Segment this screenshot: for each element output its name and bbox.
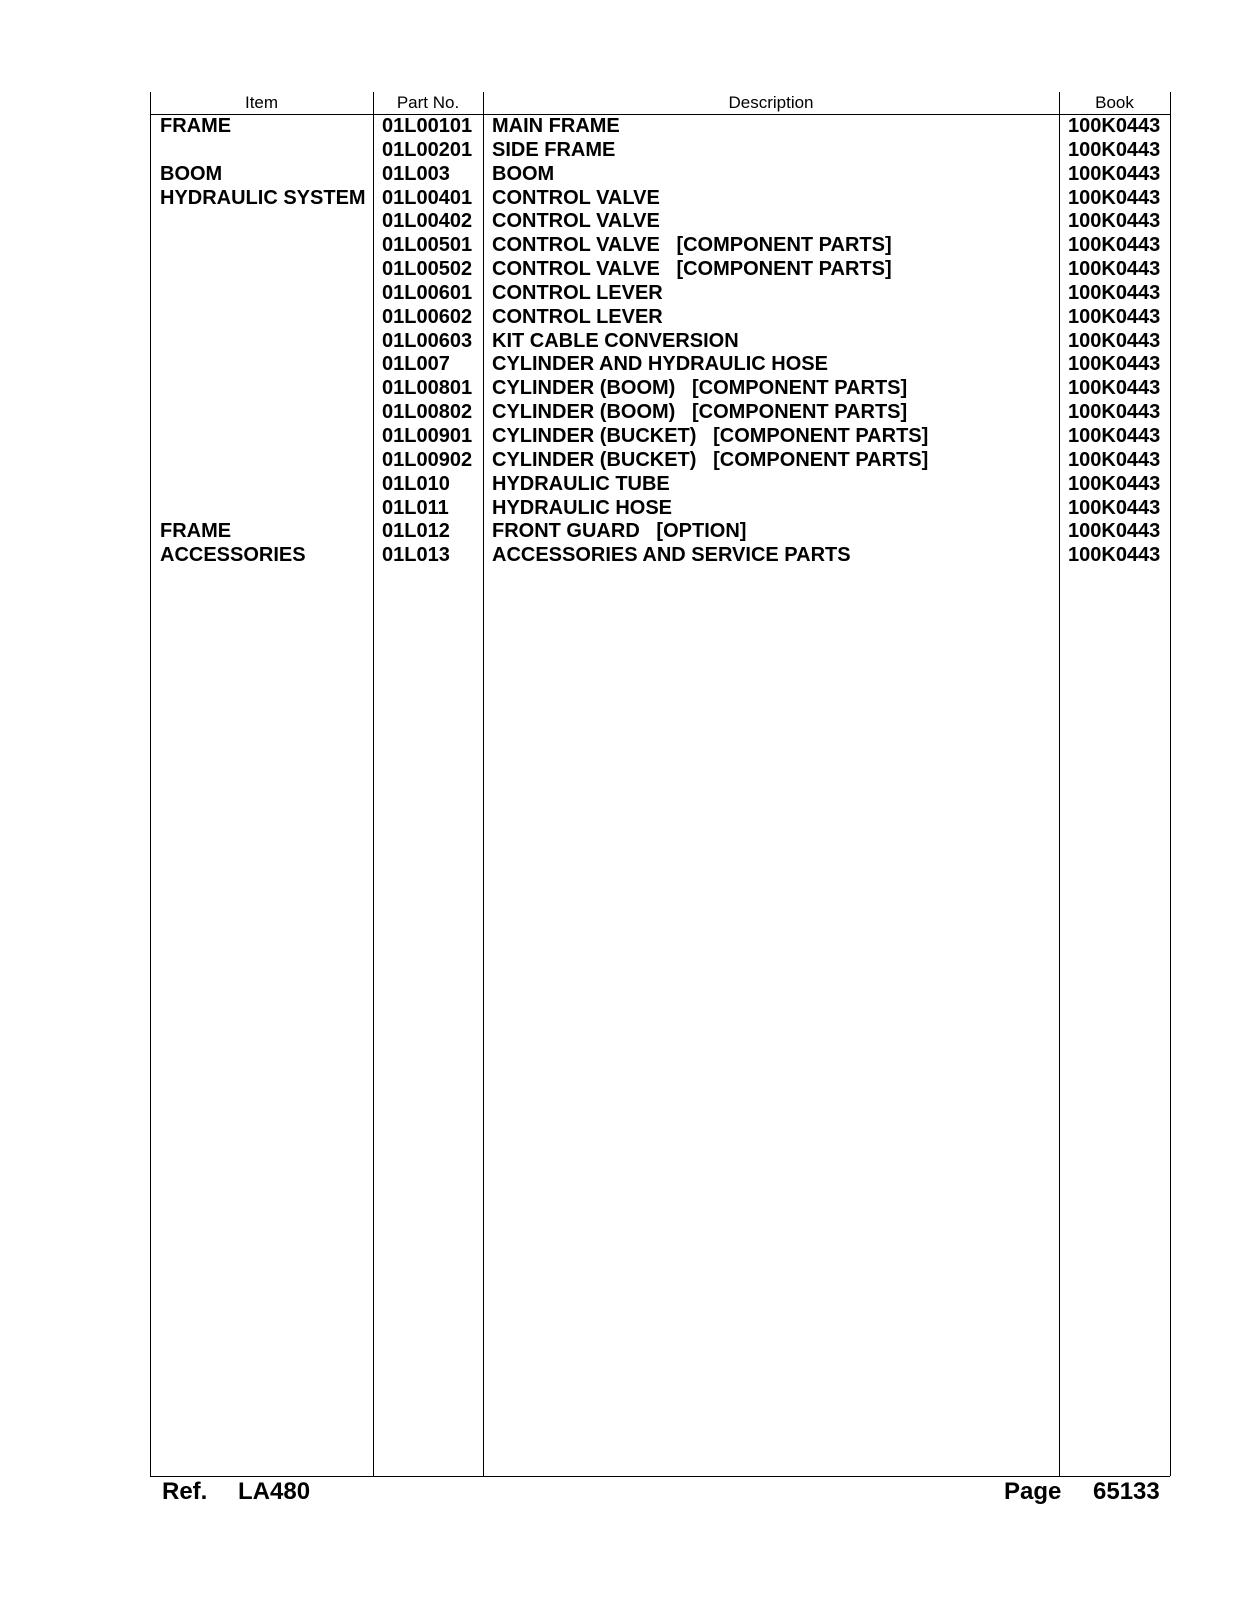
item-cell: HYDRAULIC SYSTEM bbox=[160, 186, 366, 209]
description-cell: CYLINDER (BUCKET) [COMPONENT PARTS] bbox=[492, 448, 929, 471]
description-cell: CYLINDER (BUCKET) [COMPONENT PARTS] bbox=[492, 424, 929, 447]
part-no-cell: 01L00601 bbox=[382, 281, 473, 304]
table-row bbox=[0, 425, 1236, 449]
page-value: 65133 bbox=[1093, 1478, 1160, 1505]
description-cell: MAIN FRAME bbox=[492, 115, 620, 137]
book-cell: 100K0443 bbox=[1068, 448, 1161, 471]
book-cell: 100K0443 bbox=[1068, 186, 1161, 209]
book-cell: 100K0443 bbox=[1068, 401, 1161, 424]
description-cell: CONTROL VALVE [COMPONENT PARTS] bbox=[492, 258, 892, 281]
table-row bbox=[0, 306, 1236, 330]
description-cell: CYLINDER AND HYDRAULIC HOSE bbox=[492, 353, 828, 376]
part-no-cell: 01L00402 bbox=[382, 210, 473, 233]
part-no-cell: 01L003 bbox=[382, 162, 450, 185]
description-cell: HYDRAULIC TUBE bbox=[492, 472, 670, 495]
part-no-cell: 01L00502 bbox=[382, 258, 473, 281]
part-no-cell: 01L00401 bbox=[382, 186, 473, 209]
book-cell: 100K0443 bbox=[1068, 115, 1161, 137]
header-item: Item bbox=[244, 93, 279, 112]
part-no-cell: 01L00603 bbox=[382, 329, 473, 352]
part-no-cell: 01L00101 bbox=[382, 115, 473, 137]
table-row bbox=[0, 520, 1236, 544]
part-no-cell: 01L00902 bbox=[382, 448, 473, 471]
table-row bbox=[0, 377, 1236, 401]
description-cell: CONTROL VALVE bbox=[492, 186, 660, 209]
table-row bbox=[0, 258, 1236, 282]
description-cell: FRONT GUARD [OPTION] bbox=[492, 520, 747, 543]
ref-value: LA480 bbox=[238, 1478, 311, 1505]
book-cell: 100K0443 bbox=[1068, 472, 1161, 495]
book-cell: 100K0443 bbox=[1068, 234, 1161, 257]
book-cell: 100K0443 bbox=[1068, 329, 1161, 352]
table-row bbox=[0, 187, 1236, 211]
part-no-cell: 01L010 bbox=[382, 472, 450, 495]
header-book: Book bbox=[1095, 93, 1134, 112]
description-cell: KIT CABLE CONVERSION bbox=[492, 329, 739, 352]
part-no-cell: 01L007 bbox=[382, 353, 450, 376]
description-cell: CONTROL VALVE [COMPONENT PARTS] bbox=[492, 234, 892, 257]
ref-label: Ref. bbox=[162, 1478, 208, 1505]
description-cell: HYDRAULIC HOSE bbox=[492, 496, 673, 519]
table-row bbox=[0, 353, 1236, 377]
book-cell: 100K0443 bbox=[1068, 520, 1161, 543]
table-row bbox=[0, 210, 1236, 234]
table-row bbox=[0, 497, 1236, 521]
description-cell: BOOM bbox=[492, 162, 555, 185]
book-cell: 100K0443 bbox=[1068, 377, 1161, 400]
part-no-cell: 01L00501 bbox=[382, 234, 473, 257]
description-cell: CYLINDER (BOOM) [COMPONENT PARTS] bbox=[492, 401, 908, 424]
table-row bbox=[0, 544, 1236, 568]
table-bottom-border bbox=[150, 1476, 1170, 1477]
book-cell: 100K0443 bbox=[1068, 424, 1161, 447]
book-cell: 100K0443 bbox=[1068, 281, 1161, 304]
part-no-cell: 01L00802 bbox=[382, 401, 473, 424]
item-cell: BOOM bbox=[160, 162, 223, 185]
description-cell: CONTROL VALVE bbox=[492, 210, 660, 233]
description-cell: CONTROL LEVER bbox=[492, 305, 663, 328]
part-no-cell: 01L00201 bbox=[382, 138, 473, 161]
header-description: Description bbox=[728, 93, 814, 112]
book-cell: 100K0443 bbox=[1068, 138, 1161, 161]
page-label: Page bbox=[1004, 1478, 1062, 1505]
book-cell: 100K0443 bbox=[1068, 210, 1161, 233]
description-cell: ACCESSORIES AND SERVICE PARTS bbox=[492, 544, 851, 567]
table-row bbox=[0, 115, 1236, 139]
part-no-cell: 01L011 bbox=[382, 496, 449, 519]
header-part-no: Part No. bbox=[396, 93, 460, 112]
description-cell: CYLINDER (BOOM) [COMPONENT PARTS] bbox=[492, 377, 908, 400]
table-row bbox=[0, 234, 1236, 258]
book-cell: 100K0443 bbox=[1068, 258, 1161, 281]
part-no-cell: 01L00602 bbox=[382, 305, 473, 328]
book-cell: 100K0443 bbox=[1068, 496, 1161, 519]
item-cell: ACCESSORIES bbox=[160, 544, 306, 567]
table-row bbox=[0, 139, 1236, 163]
table-row bbox=[0, 163, 1236, 187]
part-no-cell: 01L013 bbox=[382, 544, 450, 567]
item-cell: FRAME bbox=[160, 520, 232, 543]
book-cell: 100K0443 bbox=[1068, 162, 1161, 185]
item-cell: FRAME bbox=[160, 115, 232, 137]
table-row bbox=[0, 282, 1236, 306]
description-cell: CONTROL LEVER bbox=[492, 281, 663, 304]
part-no-cell: 01L012 bbox=[382, 520, 450, 543]
table-row bbox=[0, 401, 1236, 425]
book-cell: 100K0443 bbox=[1068, 353, 1161, 376]
book-cell: 100K0443 bbox=[1068, 544, 1161, 567]
part-no-cell: 01L00901 bbox=[382, 424, 473, 447]
description-cell: SIDE FRAME bbox=[492, 138, 616, 161]
parts-table-body bbox=[0, 115, 1236, 568]
table-row bbox=[0, 330, 1236, 354]
table-row bbox=[0, 473, 1236, 497]
table-row bbox=[0, 449, 1236, 473]
part-no-cell: 01L00801 bbox=[382, 377, 473, 400]
book-cell: 100K0443 bbox=[1068, 305, 1161, 328]
